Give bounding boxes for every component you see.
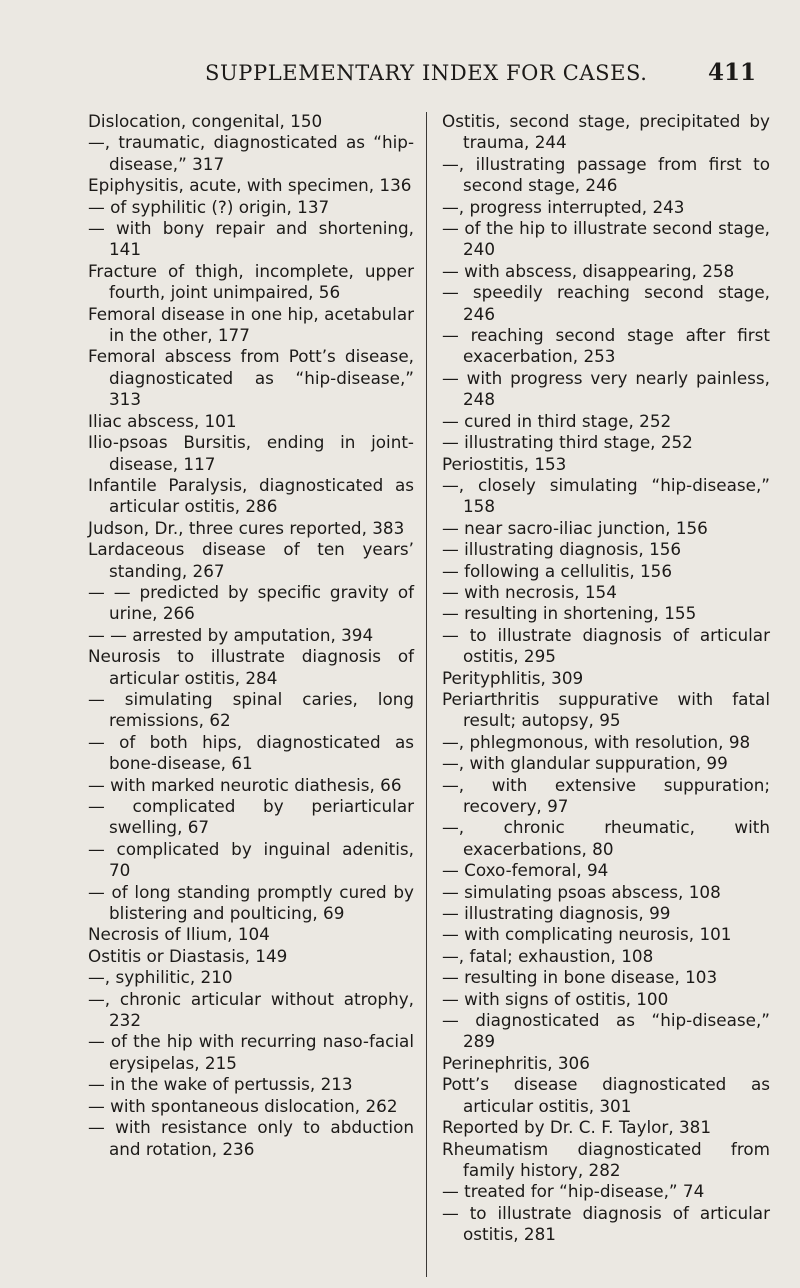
index-entry: Pott’s disease diagnosticated as articular ostitis, 301 (442, 1074, 770, 1116)
index-entry: —, with glandular suppuration, 99 (442, 753, 728, 774)
index-entry: — complicated by periarticular swelling, 67 (88, 796, 414, 838)
index-entry: — of both hips, diagnosticated as bone-disease, 61 (88, 731, 414, 774)
index-entry: — with complicating neurosis, 101 (442, 924, 732, 945)
index-entry: Epiphysitis, acute, with specimen, 136 (88, 175, 412, 196)
column-divider (426, 112, 427, 1277)
index-entry: — to illustrate diagnosis of articular ostitis, 295 (442, 624, 770, 667)
index-entry: — with spontaneous dislocation, 262 (88, 1095, 398, 1116)
index-entry: Iliac abscess, 101 (88, 410, 237, 431)
index-entry: Reported by Dr. C. F. Taylor, 381 (442, 1117, 712, 1138)
index-entry: — of the hip to illustrate second stage, 240 (442, 218, 770, 260)
index-entry: — of long standing promptly cured by blistering and poulticing, 69 (88, 881, 414, 924)
index-entry: — — arrested by amputation, 394 (88, 624, 374, 645)
index-entry: Ostitis, second stage, precipitated by trauma, 244 (442, 111, 770, 153)
index-entry: — diagnosticated as “hip-disease,” 289 (442, 1010, 770, 1052)
index-entry: — simulating psoas abscess, 108 (442, 881, 721, 902)
index-entry: —, syphilitic, 210 (88, 967, 233, 988)
index-entry: — illustrating diagnosis, 99 (442, 903, 671, 924)
index-entry: — Coxo-femoral, 94 (442, 860, 609, 881)
index-entry: — — predicted by specific gravity of urine, 266 (88, 581, 414, 624)
index-entry: Perinephritis, 306 (442, 1052, 590, 1073)
index-entry: Judson, Dr., three cures reported, 383 (88, 517, 405, 538)
page-number: 411 (708, 59, 757, 86)
index-entry: — complicated by inguinal adenitis, 70 (88, 838, 414, 881)
index-entry: — speedily reaching second stage, 246 (442, 282, 770, 324)
index-entry: — with signs of ostitis, 100 (442, 988, 669, 1009)
index-entry: Lardaceous disease of ten years’ standing, 267 (88, 539, 414, 581)
index-entry: —, progress interrupted, 243 (442, 196, 685, 217)
running-title: SUPPLEMENTARY INDEX FOR CASES. (205, 61, 648, 85)
index-entry: — resulting in shortening, 155 (442, 603, 697, 624)
index-entry: Femoral abscess from Pott’s disease, diagnosticated as “hip-disease,” 313 (88, 346, 414, 410)
index-entry: —, fatal; exhaustion, 108 (442, 945, 654, 966)
index-entry: Infantile Paralysis, diagnosticated as articular ostitis, 286 (88, 474, 414, 517)
index-entry: Necrosis of Ilium, 104 (88, 924, 270, 945)
index-entry: — with abscess, disappearing, 258 (442, 260, 735, 281)
page-header (0, 61, 800, 91)
index-entry: — near sacro-iliac junction, 156 (442, 517, 708, 538)
index-entry: — in the wake of pertussis, 213 (88, 1074, 353, 1095)
index-entry: — reaching second stage after first exacerbation, 253 (442, 325, 770, 367)
index-entry: Ilio-psoas Bursitis, ending in joint-disease, 117 (88, 432, 414, 474)
index-entry: Periostitis, 153 (442, 453, 567, 474)
index-entry: Dislocation, congenital, 150 (88, 111, 323, 131)
index-entry: Ostitis or Diastasis, 149 (88, 945, 288, 966)
index-entry: — simulating spinal caries, long remissions, 62 (88, 688, 414, 731)
index-entry: Fracture of thigh, incomplete, upper fourth, joint unimpaired, 56 (88, 260, 414, 303)
index-entry: Rheumatism diagnosticated from family history, 282 (442, 1138, 770, 1180)
index-entry: Periarthritis suppurative with fatal result; autopsy, 95 (442, 688, 770, 731)
index-entry: Neurosis to illustrate diagnosis of articular ostitis, 284 (88, 646, 414, 688)
index-entry: —, closely simulating “hip-disease,” 158 (442, 474, 770, 517)
index-column-left (88, 111, 414, 1160)
index-entry: — with resistance only to abduction and rotation, 236 (88, 1117, 414, 1159)
index-entry: —, chronic articular without atrophy, 232 (88, 988, 414, 1031)
index-entry: — with bony repair and shortening, 141 (88, 218, 414, 260)
index-column-right (442, 111, 770, 1246)
index-entry: —, chronic rheumatic, with exacerbations, 80 (442, 817, 770, 859)
index-entry: —, phlegmonous, with resolution, 98 (442, 731, 751, 752)
index-entry: — of the hip with recurring naso-facial erysipelas, 215 (88, 1031, 414, 1073)
index-entry: — cured in third stage, 252 (442, 410, 672, 431)
index-entry: — resulting in bone disease, 103 (442, 967, 718, 988)
index-entry: —, traumatic, diagnosticated as “hip-disease,” 317 (88, 132, 414, 174)
index-entry: —, illustrating passage from first to second stage, 246 (442, 153, 770, 196)
index-entry: —, with extensive suppuration; recovery, 97 (442, 774, 770, 816)
index-entry: — with progress very nearly painless, 248 (442, 367, 770, 410)
index-entry: — illustrating diagnosis, 156 (442, 539, 682, 560)
index-entry: — following a cellulitis, 156 (442, 560, 673, 581)
index-entry: — treated for “hip-disease,” 74 (442, 1181, 705, 1202)
index-entry: Femoral disease in one hip, acetabular in the other, 177 (88, 303, 414, 346)
index-entry: — to illustrate diagnosis of articular ostitis, 281 (442, 1202, 770, 1245)
index-entry: — with marked neurotic diathesis, 66 (88, 774, 402, 795)
index-entry: — illustrating third stage, 252 (442, 432, 693, 453)
index-entry: Perityphlitis, 309 (442, 667, 584, 688)
index-entry: — of syphilitic (?) origin, 137 (88, 196, 330, 217)
index-entry: — with necrosis, 154 (442, 581, 617, 602)
